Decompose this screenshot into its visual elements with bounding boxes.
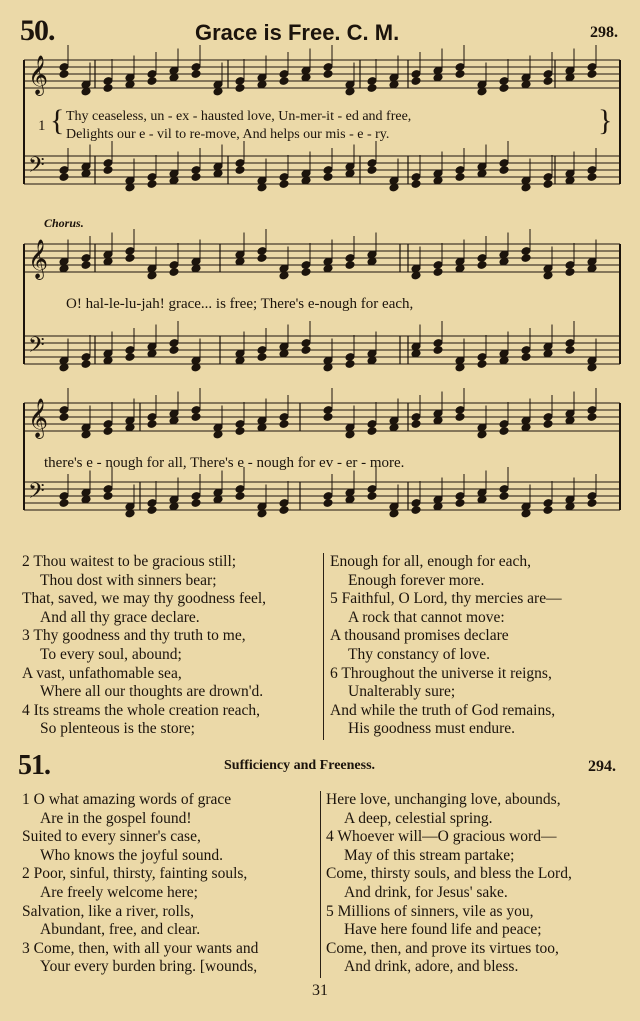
stanza-line: Come, then, and prove its virtues too, (326, 939, 559, 957)
note-head (499, 427, 509, 436)
hymn-50-page-ref: 298. (590, 24, 618, 41)
note-head (191, 499, 201, 508)
stanza-line: Here love, unchanging love, abounds, (326, 791, 561, 808)
stanza-line: 2 Poor, sinful, thirsty, fainting souls, (22, 865, 248, 883)
note-head (235, 492, 245, 501)
note-head (345, 261, 355, 270)
note-head (279, 180, 289, 189)
note-head (455, 499, 465, 508)
verse-1-brace-left: { (50, 104, 65, 137)
stanza-line: Have here found life and peace; (344, 921, 542, 939)
stanza-line: Unalterably sure; (348, 683, 456, 701)
stanza-line: 5 Millions of sinners, vile as you, (326, 902, 534, 920)
note-head (367, 84, 377, 93)
note-head (125, 353, 135, 362)
note-head (411, 420, 421, 429)
hymn-51-page-ref: 294. (588, 758, 616, 775)
note-head (323, 499, 333, 508)
note-head (433, 268, 443, 277)
note-head (345, 360, 355, 369)
hymn-50-number: 50. (20, 14, 55, 47)
note-head (477, 360, 487, 369)
note-head (59, 173, 69, 182)
stanza-line: A rock that cannot move: (348, 608, 505, 626)
hymn-50-stanzas-left (22, 553, 266, 739)
stanza-line: To every soul, abound; (40, 645, 182, 663)
treble-clef-icon: 𝄞 (28, 239, 49, 279)
note-head (257, 254, 267, 263)
note-head (543, 180, 553, 189)
note-head (323, 413, 333, 422)
verse-1-line-1: Thy ceaseless, un - ex - hausted love, Un-mer-it - ed and free, (66, 109, 412, 124)
stanza-line: Are in the gospel found! (40, 809, 192, 827)
stanza-line: A deep, celestial spring. (344, 809, 493, 827)
note-head (191, 70, 201, 79)
note-head (367, 166, 377, 175)
note-head (367, 427, 377, 436)
bass-clef-icon: 𝄢 (28, 479, 45, 509)
note-head (279, 420, 289, 429)
note-head (455, 70, 465, 79)
hymn-51-title: Sufficiency and Freeness. (224, 758, 376, 773)
hymn-51-stanzas-left (22, 791, 258, 977)
note-head (147, 420, 157, 429)
note-head (499, 166, 509, 175)
note-head (191, 173, 201, 182)
note-head (81, 360, 91, 369)
stanza-line: Your every burden bring. [wounds, (40, 958, 258, 976)
note-head (169, 268, 179, 277)
note-head (103, 427, 113, 436)
chorus-lyric-line-2: there's e - nough for all, There's e - nough for ev - er - more. (44, 455, 405, 471)
note-head (543, 77, 553, 86)
note-head (301, 346, 311, 355)
stanza-line: 5 Faithful, O Lord, thy mercies are— (330, 590, 562, 608)
treble-clef-icon: 𝄞 (28, 55, 49, 95)
hymn-50-stanzas-right (330, 553, 562, 739)
stanza-line: His goodness must endure. (348, 720, 516, 738)
note-head (235, 84, 245, 93)
note-head (411, 180, 421, 189)
note-head (455, 173, 465, 182)
stanza-line: So plenteous is the store; (40, 720, 195, 738)
note-head (521, 254, 531, 263)
stanza-line: Thou dost with sinners bear; (40, 571, 217, 589)
note-head (587, 499, 597, 508)
note-head (411, 506, 421, 515)
note-head (59, 413, 69, 422)
stanza-line: Salvation, like a river, rolls, (22, 902, 194, 920)
note-head (543, 420, 553, 429)
stanza-line: 4 Whoever will—O gracious word— (326, 828, 557, 846)
hymn-50-title: Grace is Free. C. M. (195, 20, 400, 45)
stanza-line: That, saved, we may thy goodness feel, (22, 590, 267, 608)
note-head (411, 77, 421, 86)
note-head (103, 84, 113, 93)
stanza-line: And drink, for Jesus' sake. (344, 883, 508, 901)
note-head (499, 492, 509, 501)
note-head (59, 499, 69, 508)
stanza-line: Who knows the joyful sound. (40, 846, 223, 864)
stanza-line: Abundant, free, and clear. (40, 921, 201, 939)
note-head (323, 70, 333, 79)
note-head (147, 77, 157, 86)
note-head (477, 261, 487, 270)
stanza-line: Enough for all, enough for each, (330, 553, 532, 570)
stanza-line: Come, thirsty souls, and bless the Lord, (326, 865, 572, 883)
note-head (565, 268, 575, 277)
note-head (301, 268, 311, 277)
chorus-lyric-line-1: O! hal-le-lu-jah! grace... is free; There's e-nough for each, (66, 296, 414, 312)
note-head (147, 180, 157, 189)
note-head (543, 506, 553, 515)
stanza-line: Suited to every sinner's case, (22, 828, 201, 846)
stanza-line: 3 Thy goodness and thy truth to me, (22, 627, 246, 645)
stanza-line: 1 O what amazing words of grace (22, 791, 232, 808)
stanza-line: 2 Thou waitest to be gracious still; (22, 553, 237, 570)
stanza-line: A thousand promises declare (330, 627, 509, 645)
stanza-line: 3 Come, then, with all your wants and (22, 939, 259, 957)
note-head (235, 166, 245, 175)
note-head (125, 254, 135, 263)
note-head (499, 84, 509, 93)
note-head (169, 346, 179, 355)
stanza-line: A vast, unfathomable sea, (22, 664, 182, 682)
note-head (587, 173, 597, 182)
note-head (81, 261, 91, 270)
note-head (455, 413, 465, 422)
column-divider (320, 791, 321, 978)
column-divider (323, 553, 324, 740)
stanza-line: Thy constancy of love. (348, 645, 491, 663)
note-head (279, 506, 289, 515)
note-head (257, 353, 267, 362)
stanza-line: Are freely welcome here; (40, 883, 198, 901)
note-head (59, 70, 69, 79)
note-head (279, 77, 289, 86)
stanza-line: And drink, adore, and bless. (344, 958, 519, 976)
stanza-line: And all thy grace declare. (40, 608, 200, 626)
note-head (103, 492, 113, 501)
note-head (103, 166, 113, 175)
stanza-line: May of this stream partake; (344, 846, 515, 864)
note-head (587, 70, 597, 79)
bass-clef-icon: 𝄢 (28, 333, 45, 363)
stanza-line: Enough forever more. (348, 571, 485, 589)
verse-1-brace-right: } (598, 104, 613, 137)
page-number: 31 (312, 982, 328, 999)
note-head (323, 173, 333, 182)
verse-1-number: 1 (38, 118, 46, 134)
hymn-51-number: 51. (18, 750, 50, 781)
note-head (587, 413, 597, 422)
stanza-line: Where all our thoughts are drown'd. (40, 683, 264, 701)
note-head (235, 427, 245, 436)
treble-clef-icon: 𝄞 (28, 398, 49, 438)
note-head (147, 506, 157, 515)
note-head (433, 346, 443, 355)
chorus-label: Chorus. (44, 216, 84, 230)
note-head (367, 492, 377, 501)
stanza-line: 6 Throughout the universe it reigns, (330, 664, 552, 682)
hymn-51-stanzas-right (326, 791, 572, 977)
note-head (191, 413, 201, 422)
note-head (521, 353, 531, 362)
note-head (565, 346, 575, 355)
bass-clef-icon: 𝄢 (28, 153, 45, 183)
verse-1-line-2: Delights our e - vil to re-move, And helps our mis - e - ry. (66, 127, 390, 142)
stanza-line: And while the truth of God remains, (330, 701, 556, 719)
stanza-line: 4 Its streams the whole creation reach, (22, 701, 261, 719)
